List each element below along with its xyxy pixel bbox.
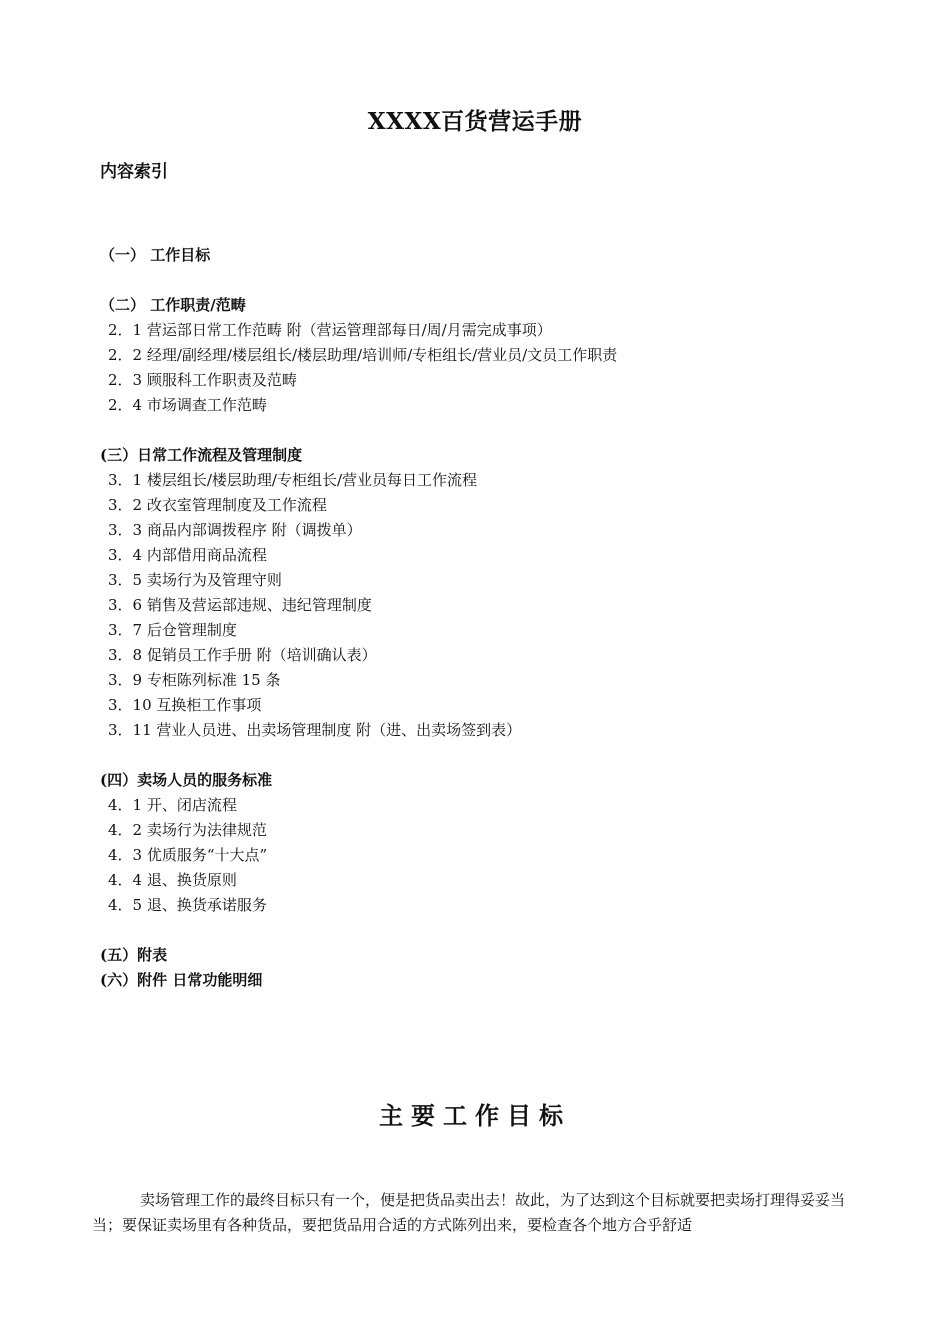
toc-item: 3．9 专柜陈列标准 15 条 [108, 671, 281, 689]
toc-item: 4．3 优质服务“十大点” [108, 846, 268, 864]
toc-item: 3．8 促销员工作手册 附（培训确认表） [108, 646, 377, 664]
toc-item: 4．1 开、闭店流程 [108, 796, 237, 814]
toc-section-title: (六）附件 日常功能明细 [100, 971, 263, 989]
toc-section-title: （二） 工作职责/范畴 [100, 296, 246, 314]
toc-section-title: (五）附表 [100, 946, 168, 964]
toc-item: 3．7 后仓管理制度 [108, 621, 237, 639]
toc-section-title: (四）卖场人员的服务标准 [100, 771, 273, 789]
toc-heading: 内容索引 [100, 162, 168, 182]
toc-item: 4．5 退、换货承诺服务 [108, 896, 267, 914]
table-of-contents [100, 243, 880, 993]
toc-item: 3．2 改衣室管理制度及工作流程 [108, 496, 327, 514]
toc-section-title: （一） 工作目标 [100, 246, 211, 264]
toc-item: 3．11 营业人员进、出卖场管理制度 附（进、出卖场签到表） [108, 721, 522, 739]
toc-item: 3．1 楼层组长/楼层助理/专柜组长/营业员每日工作流程 [108, 471, 478, 489]
toc-item: 3．10 互换柜工作事项 [108, 696, 262, 714]
toc-item: 2．1 营运部日常工作范畴 附（营运管理部每日/周/月需完成事项） [108, 321, 552, 339]
body-paragraph: 卖场管理工作的最终目标只有一个，便是把货品卖出去！故此，为了达到这个目标就要把卖场打理得妥妥当当；要保证卖场里有各种货品，要把货品用合适的方式陈列出来，要检查各个地方合乎舒适 [92, 1191, 846, 1234]
toc-item: 4．2 卖场行为法律规范 [108, 821, 267, 839]
toc-section-title: (三）日常工作流程及管理制度 [100, 446, 303, 464]
toc-item: 2．4 市场调查工作范畴 [108, 396, 267, 414]
toc-item: 3．3 商品内部调拨程序 附（调拨单） [108, 521, 362, 539]
toc-item: 3．5 卖场行为及管理守则 [108, 571, 282, 589]
toc-item: 3．4 内部借用商品流程 [108, 546, 267, 564]
toc-item: 3．6 销售及营运部违规、违纪管理制度 [108, 596, 372, 614]
section-heading: 主要工作目标 [379, 1101, 571, 1130]
toc-item: 4．4 退、换货原则 [108, 871, 237, 889]
toc-item: 2．2 经理/副经理/楼层组长/楼层助理/培训师/专柜组长/营业员/文员工作职责 [108, 346, 618, 364]
toc-item: 2．3 顾服科工作职责及范畴 [108, 371, 297, 389]
document-title: XXXX百货营运手册 [367, 108, 583, 135]
